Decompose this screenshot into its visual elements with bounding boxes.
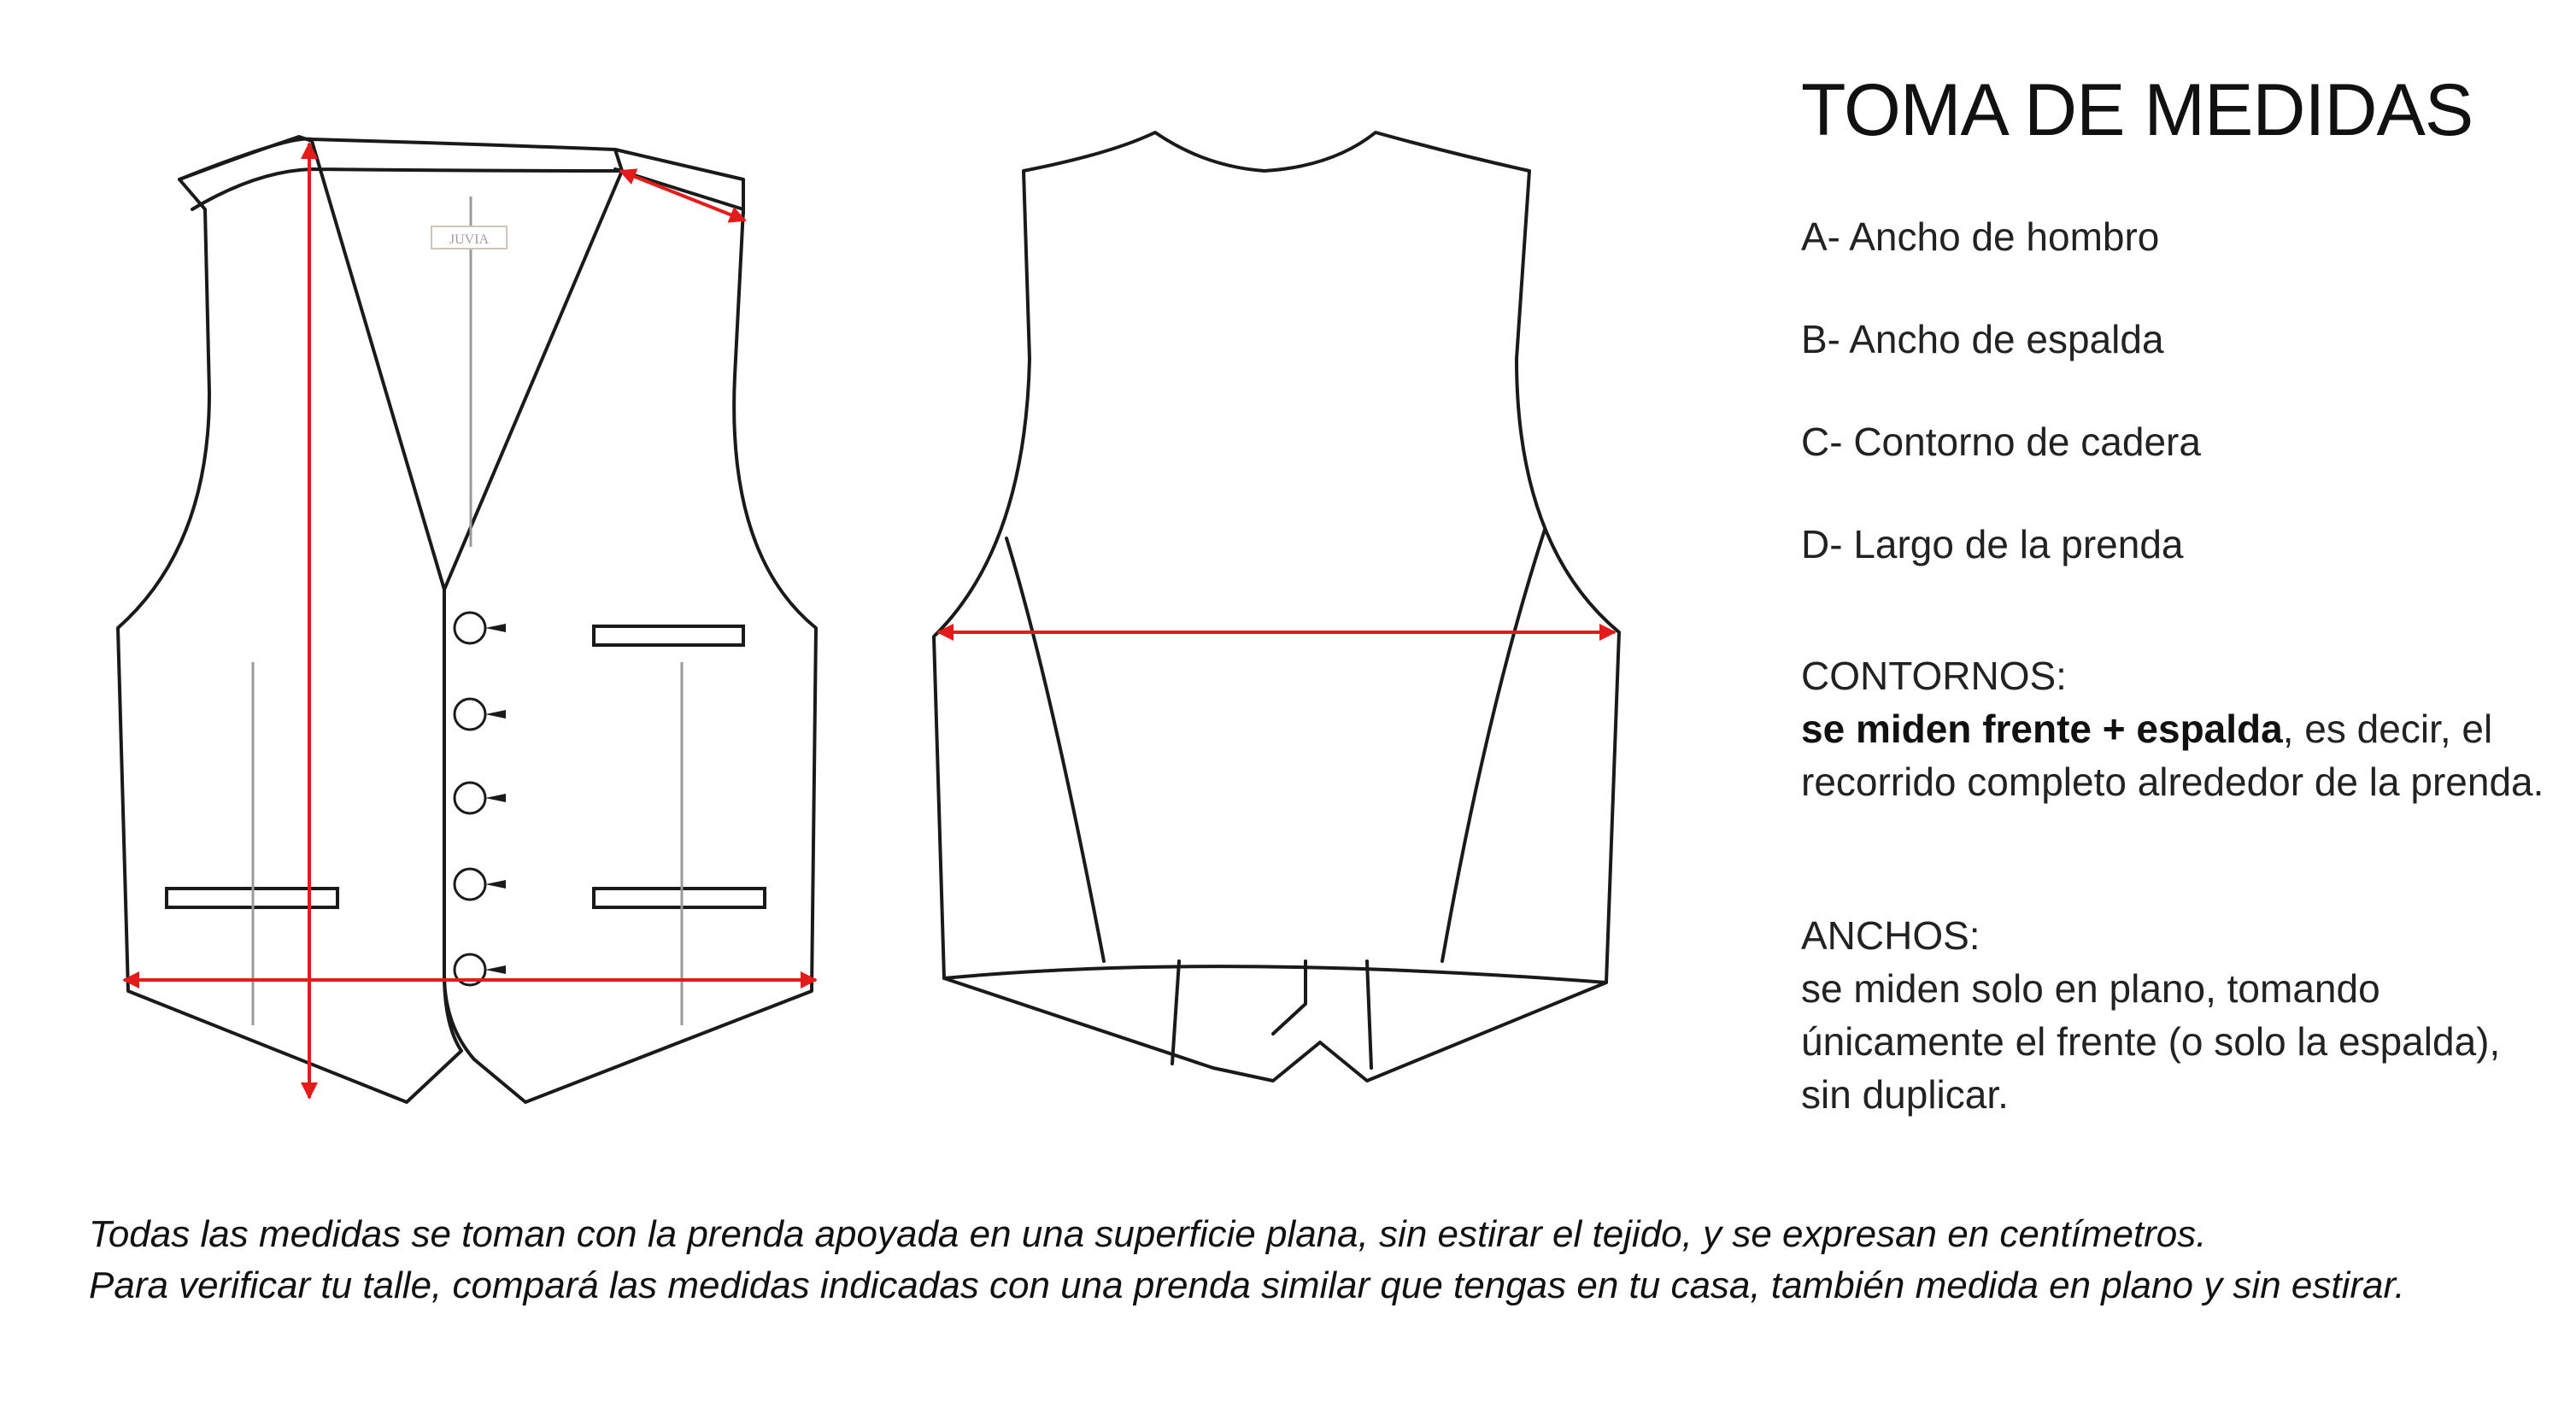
anchos-heading: ANCHOS: bbox=[1801, 913, 1980, 958]
contornos-text: , es decir, el recorrido completo alrededor de la prenda. bbox=[1801, 707, 2544, 804]
right-pocket bbox=[594, 889, 765, 907]
item-c: C- Contorno de cadera bbox=[1801, 419, 2201, 464]
vest-back-outline bbox=[934, 132, 1619, 1081]
vest-front-outline bbox=[118, 137, 461, 1102]
page-title: TOMA DE MEDIDAS bbox=[1801, 69, 2473, 151]
anchos-text: se miden solo en plano, tomando únicamente el frente (o solo la espalda), sin duplicar. bbox=[1801, 966, 2501, 1117]
vest-back bbox=[934, 132, 1619, 1081]
item-a: A- Ancho de hombro bbox=[1801, 214, 2160, 259]
button-icon bbox=[455, 613, 506, 985]
vest-front bbox=[118, 137, 816, 1102]
shoulder-arrow bbox=[620, 171, 745, 220]
footer-line-2: Para verificar tu talle, compará las medidas indicadas con una prenda similar que tengas en tu casa, también medida en plano y sin estirar. bbox=[89, 1264, 2405, 1306]
contornos-bold: se miden frente + espalda bbox=[1801, 707, 2283, 751]
label-tag-text: JUVIA bbox=[449, 232, 490, 247]
item-b: B- Ancho de espalda bbox=[1801, 317, 2164, 361]
item-d: D- Largo de la prenda bbox=[1801, 522, 2184, 566]
footer-line-1: Todas las medidas se toman con la prenda apoyada en una superficie plana, sin estirar el tejido, y se expresan en centímetros. bbox=[89, 1213, 2207, 1255]
chest-pocket bbox=[594, 626, 743, 645]
contornos-heading: CONTORNOS: bbox=[1801, 654, 2067, 698]
contornos-block bbox=[1801, 649, 2553, 808]
anchos-block bbox=[1801, 909, 2553, 1121]
